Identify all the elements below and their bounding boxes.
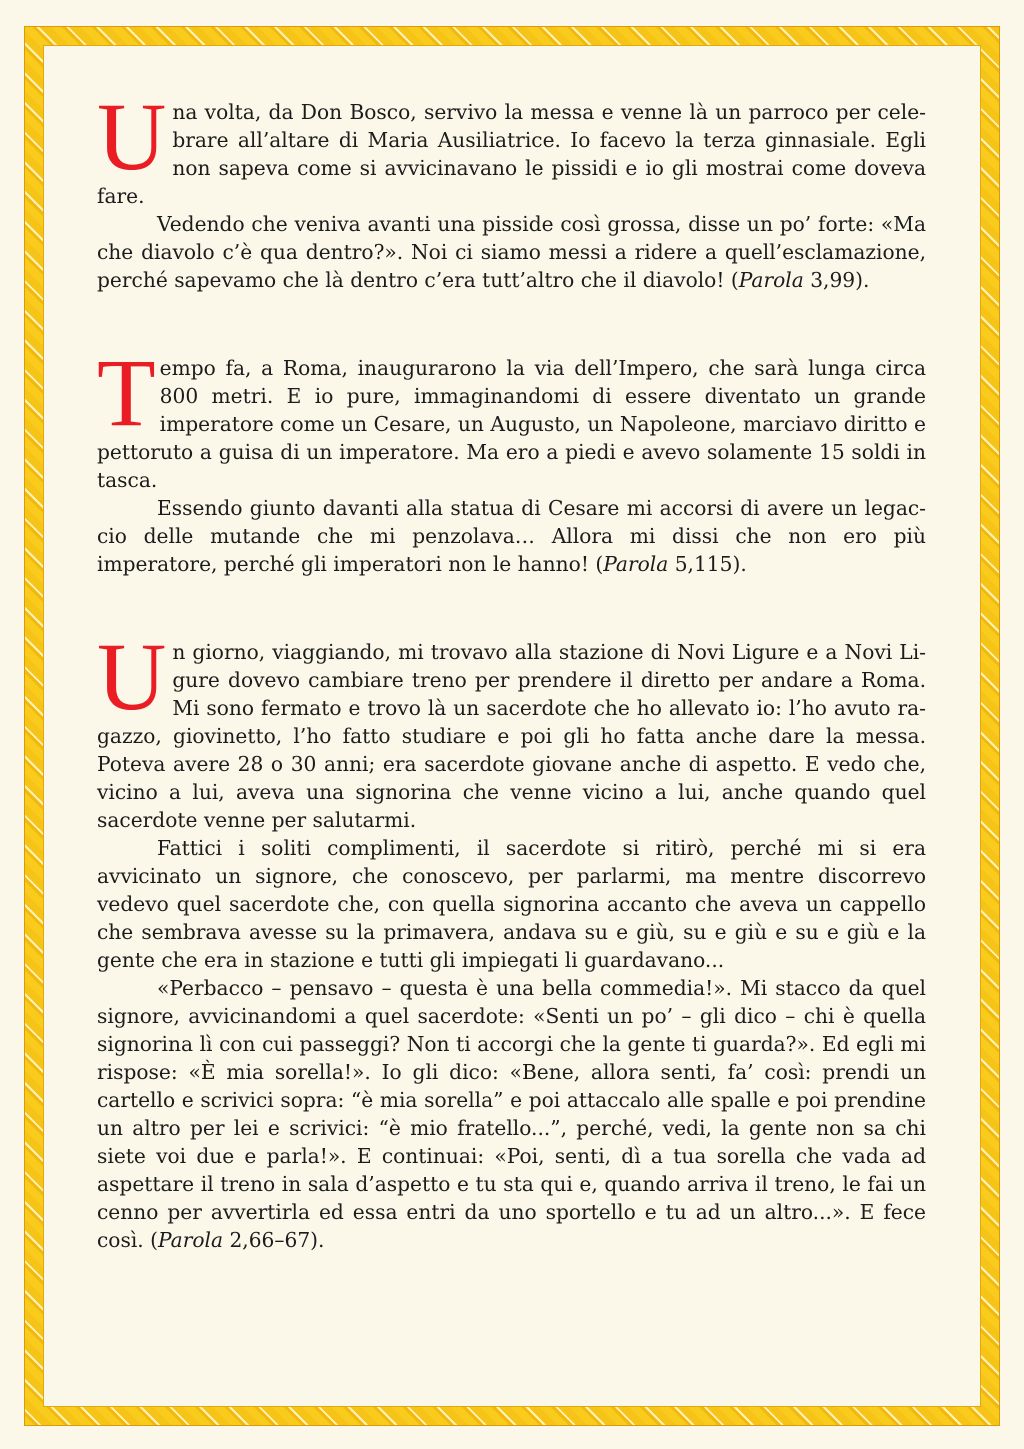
story-3 bbox=[97, 623, 926, 1254]
story-3-paragraph-2 bbox=[97, 834, 926, 974]
page-content bbox=[97, 83, 926, 1314]
drop-cap: T bbox=[97, 339, 156, 446]
citation-work: Parola bbox=[738, 268, 804, 292]
citation-ref: 5,115). bbox=[674, 552, 747, 576]
story-1-paragraph-2 bbox=[97, 210, 926, 294]
paragraph-text: na volta, da Don Bosco, servivo la messa e venne là un parroco per celebrare all’altare di Maria Ausiliatrice. Io facevo la terza ginnasiale. Egli non sapeva come si avvicinavano le pissidi e io gli mostrai come doveva fare. bbox=[97, 100, 926, 208]
story-2-paragraph-2 bbox=[97, 494, 926, 578]
story-1-paragraph-1 bbox=[97, 83, 926, 210]
paragraph-text: Fattici i soliti complimenti, il sacerdote si ritirò, perché mi si era avvicinato un signore, che conoscevo, per parlarmi, ma mentre discorrevo vedevo quel sacerdote che, con quella signorina accanto che aveva un cappello che sembrava avesse su la primavera, andava su e giù, su e giù e su e giù e la gente che era in stazione e tutti gli impiegati li guardavano... bbox=[97, 836, 926, 972]
story-2-paragraph-1 bbox=[97, 339, 926, 494]
citation-ref: 2,66–67). bbox=[229, 1228, 325, 1252]
paragraph-text: empo fa, a Roma, inaugurarono la via dell’Impero, che sarà lunga circa 800 metri. E io pure, immaginandomi di essere diventato un grande imperatore come un Cesare, un Augusto, un Napoleone, marciavo diritto e pettoruto a guisa di un imperatore. Ma ero a piedi e avevo solamente 15 soldi in tasca. bbox=[97, 356, 926, 492]
citation-work: Parola bbox=[158, 1228, 224, 1252]
paragraph-text: n giorno, viaggiando, mi trovavo alla stazione di Novi Ligure e a Novi Ligure dovevo cambiare treno per prendere il diretto per andare a Roma. Mi sono fermato e trovo là un sacerdote che ho allevato io: l’ho avuto ragazzo, giovinetto, l’ho fatto studiare e poi gli ho fatta anche dare la messa. Poteva avere 28 o 30 anni; era sacerdote giovane anche di aspetto. E vedo che, vicino a lui, aveva una signorina che venne vicino a lui, anche quando quel sacerdote venne per salutarmi. bbox=[97, 640, 926, 832]
paragraph-text: Vedendo che veniva avanti una pisside così grossa, disse un po’ forte: «Ma che diavolo c’è qua dentro?». Noi ci siamo messi a ridere a quell’esclamazione, perché sapevamo che là dentro c’era tutt’altro che il diavolo! ( bbox=[97, 212, 926, 292]
citation-work: Parola bbox=[603, 552, 669, 576]
story-2 bbox=[97, 339, 926, 578]
paragraph-text: «Perbacco – pensavo – questa è una bella commedia!». Mi stacco da quel signore, avvicinandomi a quel sacerdote: «Senti un po’ – gli dico – chi è quella signorina lì con cui passeggi? Non ti accorgi che la gente ti guarda?». Ed egli mi rispose: «È mia sorella!». Io gli dico: «Bene, allora senti, fa’ così: prendi un cartello e scrivici sopra: “è mia sorella” e poi attaccalo alle spalle e poi prendine un altro per lei e scrivici: “è mio fratello...”, perché, vedi, la gente non sa chi siete voi due e parla!». E continuai: «Poi, senti, dì a tua sorella che vada ad aspettare il treno in sala d’aspetto e tu sta qui e, quando arriva il treno, le fai un cenno per avvertirla ed essa entri da uno sportello e tu ad un altro...». E fece così. ( bbox=[97, 976, 926, 1252]
story-1 bbox=[97, 83, 926, 294]
drop-cap: U bbox=[97, 623, 167, 730]
story-3-paragraph-3 bbox=[97, 974, 926, 1254]
drop-cap: U bbox=[97, 83, 167, 190]
paragraph-text: Essendo giunto davanti alla statua di Cesare mi accorsi di avere un legaccio delle mutande che mi penzolava… Allora mi dissi che non ero più imperatore, perché gli imperatori non le hanno! ( bbox=[97, 496, 926, 576]
story-3-paragraph-1 bbox=[97, 623, 926, 834]
citation-ref: 3,99). bbox=[810, 268, 870, 292]
